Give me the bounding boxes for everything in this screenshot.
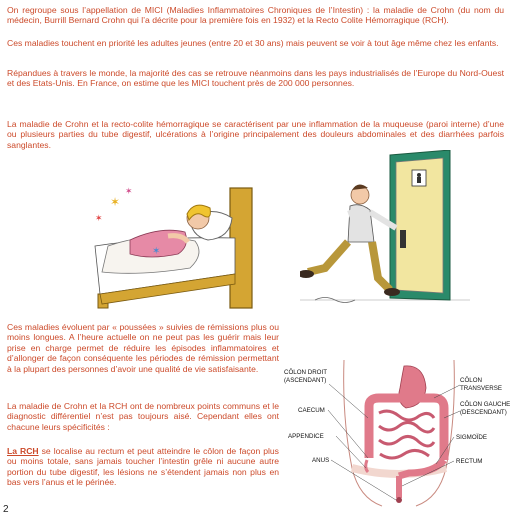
label-anus: ANUS xyxy=(312,457,330,464)
label-colon-transverse: CÔLON xyxy=(460,377,483,384)
svg-text:✶: ✶ xyxy=(125,186,133,196)
rch-description: se localise au rectum et peut atteindre le côlon de façon plus ou moins totale, sans jamais toucher l’intestin grêle ni aucune autre portion du tube digestif, les lésions ne s’étendent jamais non plus en bas vers l’anus et le périnée. xyxy=(7,446,279,488)
man-running-to-toilet-illustration xyxy=(300,150,470,315)
svg-text:✶: ✶ xyxy=(95,213,103,223)
comparison-paragraph: La maladie de Crohn et la RCH ont de nombreux points communs et le diagnostic différentiel n’est pas toujours aisé. Cependant elles ont chacune leurs spécificités : xyxy=(7,401,279,432)
label-appendice: APPENDICE xyxy=(288,433,324,440)
intro-paragraph: On regroupe sous l’appellation de MICI (Maladies Inflammatoires Chroniques de l’Intestin) : la maladie de Crohn (du nom du médecin, Burrill Bernard Crohn qui l’a décrite pour la première fois en 1932) et la Recto Colite Hémorragique (RCH). xyxy=(7,5,504,26)
label-sigmoide: SIGMOÏDE xyxy=(456,434,487,441)
evolution-paragraph: Ces maladies évoluent par « poussées » suivies de rémissions plus ou moins longues. A l’heure actuelle on ne peut pas les guérir mais leur prise en charge permet de réduire les épisodes inflammatoires et d’allonger de façon conséquente les périodes de rémission permettant à la plupart des personnes d’avoir une qualité de vie satisfaisante. xyxy=(7,322,279,374)
rch-term: La RCH xyxy=(7,446,39,456)
label-colon-gauche: CÔLON GAUCHE xyxy=(460,401,511,408)
rch-paragraph xyxy=(7,446,279,488)
page-number: 2 xyxy=(3,504,9,515)
geography-paragraph: Répandues à travers le monde, la majorité des cas se retrouve néanmoins dans les pays industrialisés de l’Europe du Nord-Ouest et des Etats-Unis. En France, on estime que les MICI touchent près de 200 000 personnes. xyxy=(7,68,504,89)
svg-text:✶: ✶ xyxy=(152,246,161,257)
label-colon-transverse-sub: TRANSVERSE xyxy=(460,385,502,392)
inflammation-paragraph: La maladie de Crohn et la recto-colite hémorragique se caractérisent par une inflammation de la muqueuse (paroi interne) d’une ou plusieurs parties du tube digestif, ulcérations à l’origine principalement des douleurs abdominales et des diarrhées parfois sanglantes. xyxy=(7,119,504,150)
label-colon-droit-sub: (ASCENDANT) xyxy=(284,377,327,384)
label-colon-droit: CÔLON DROIT xyxy=(284,369,327,376)
woman-in-bed-illustration xyxy=(90,176,260,311)
digestive-anatomy-diagram xyxy=(284,358,514,508)
age-paragraph: Ces maladies touchent en priorité les adultes jeunes (entre 20 et 30 ans) mais peuvent se voir à tout âge même chez les enfants. xyxy=(7,38,499,48)
label-rectum: RECTUM xyxy=(456,458,483,465)
label-colon-gauche-sub: (DESCENDANT) xyxy=(460,409,507,416)
svg-text:✶: ✶ xyxy=(110,195,121,209)
label-caecum: CAECUM xyxy=(298,407,325,414)
